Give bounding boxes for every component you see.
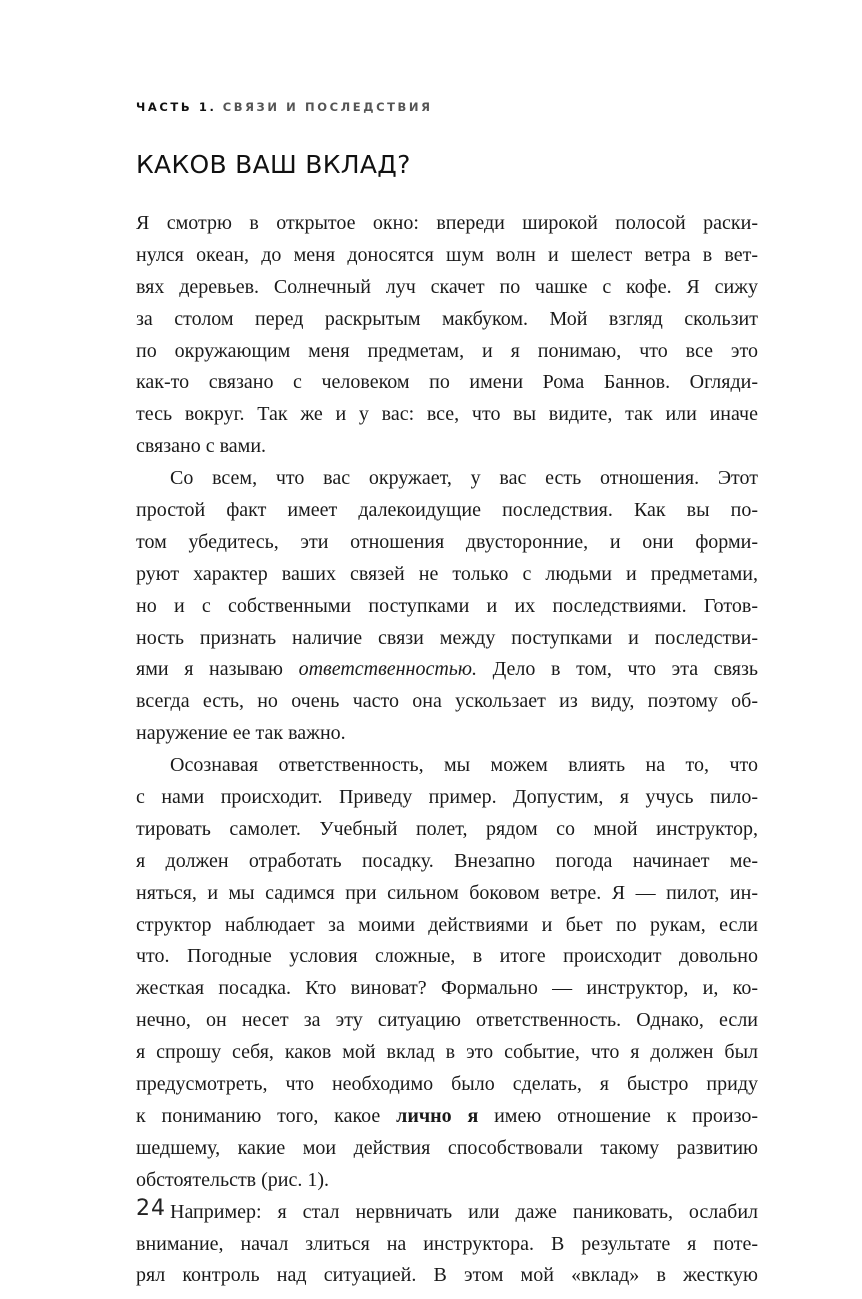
emphasis-term: ответственностью. [298,658,478,681]
text-line: нечно, он несет за эту ситуацию ответственность. Однако, если [136,1009,758,1032]
text-line: наружение ее так важно. [136,722,346,745]
text-line: рял контроль над ситуацией. В этом мой «вклад» в жесткую [136,1264,758,1287]
text-line: предусмотреть, что необходимо было сделать, я быстро приду [136,1073,758,1096]
text-line: вях деревьев. Солнечный луч скачет по чашке с кофе. Я сижу [136,275,758,298]
text-line: что. Погодные условия сложные, в итоге происходит довольно [136,945,758,968]
text-line: структор наблюдает за моими действиями и бьет по рукам, если [136,913,758,936]
text-line: обстоятельств (рис. 1). [136,1168,330,1191]
bold-phrase: лично я [396,1104,479,1127]
text-line: с нами происходит. Приведу пример. Допустим, я учусь пило- [136,786,758,809]
text-line: тировать самолет. Учебный полет, рядом со мной инструктор, [136,817,758,840]
text-segment: к пониманию того, какое [136,1104,397,1127]
page-number: 24 [136,1196,166,1221]
text-line [136,654,758,686]
text-segment: Дело в том, что эта связь [477,658,758,681]
running-head [136,100,433,114]
text-segment: ями я называю [136,658,299,681]
text-line: я должен отработать посадку. Внезапно погода начинает ме- [136,849,758,872]
text-line: руют характер ваших связей не только с людьми и предметами, [136,562,758,585]
text-line: Например: я стал нервничать или даже паниковать, ослабил [170,1200,758,1223]
body-text [136,208,758,1292]
text-segment: имею отношение к произо- [478,1104,759,1127]
text-line: связано с вами. [136,435,267,458]
text-line: няться, и мы садимся при сильном боковом ветре. Я — пилот, ин- [136,881,758,904]
text-line: как-то связано с человеком по имени Рома Баннов. Огляди- [136,371,758,394]
text-line: том убедитесь, эти отношения двусторонние, и они форми- [136,530,758,553]
text-line: за столом перед раскрытым макбуком. Мой взгляд скользит [136,307,758,330]
text-line: Со всем, что вас окружает, у вас есть отношения. Этот [170,467,758,490]
text-line: Я смотрю в открытое окно: впереди широкой полосой раски- [136,212,758,234]
text-line: жесткая посадка. Кто виноват? Формально — инструктор, и, ко- [136,977,758,1000]
text-line: тесь вокруг. Так же и у вас: все, что вы видите, так или иначе [136,403,758,426]
text-line: Осознавая ответственность, мы можем влиять на то, что [170,754,758,777]
text-line: простой факт имеет далекоидущие последствия. Как вы по- [136,499,758,522]
text-line: ность признать наличие связи между поступками и последстви- [136,626,758,649]
text-line: по окружающим меня предметам, и я понимаю, что все это [136,339,758,362]
running-head-chapter: СВЯЗИ И ПОСЛЕДСТВИЯ [222,100,433,114]
text-line: я спрошу себя, каков мой вклад в это событие, что я должен был [136,1041,758,1064]
text-line: шедшему, какие мои действия способствовали такому развитию [136,1136,758,1159]
running-head-part: ЧАСТЬ 1. [136,100,217,114]
text-line [136,1101,758,1133]
text-line: внимание, начал злиться на инструктора. В результате я поте- [136,1232,758,1255]
text-line: но и с собственными поступками и их последствиями. Готов- [136,594,758,617]
section-title: КАКОВ ВАШ ВКЛАД? [136,150,411,179]
text-line: нулся океан, до меня доносятся шум волн и шелест ветра в вет- [136,243,758,266]
text-line: всегда есть, но очень часто она ускользает из виду, поэтому об- [136,690,758,713]
